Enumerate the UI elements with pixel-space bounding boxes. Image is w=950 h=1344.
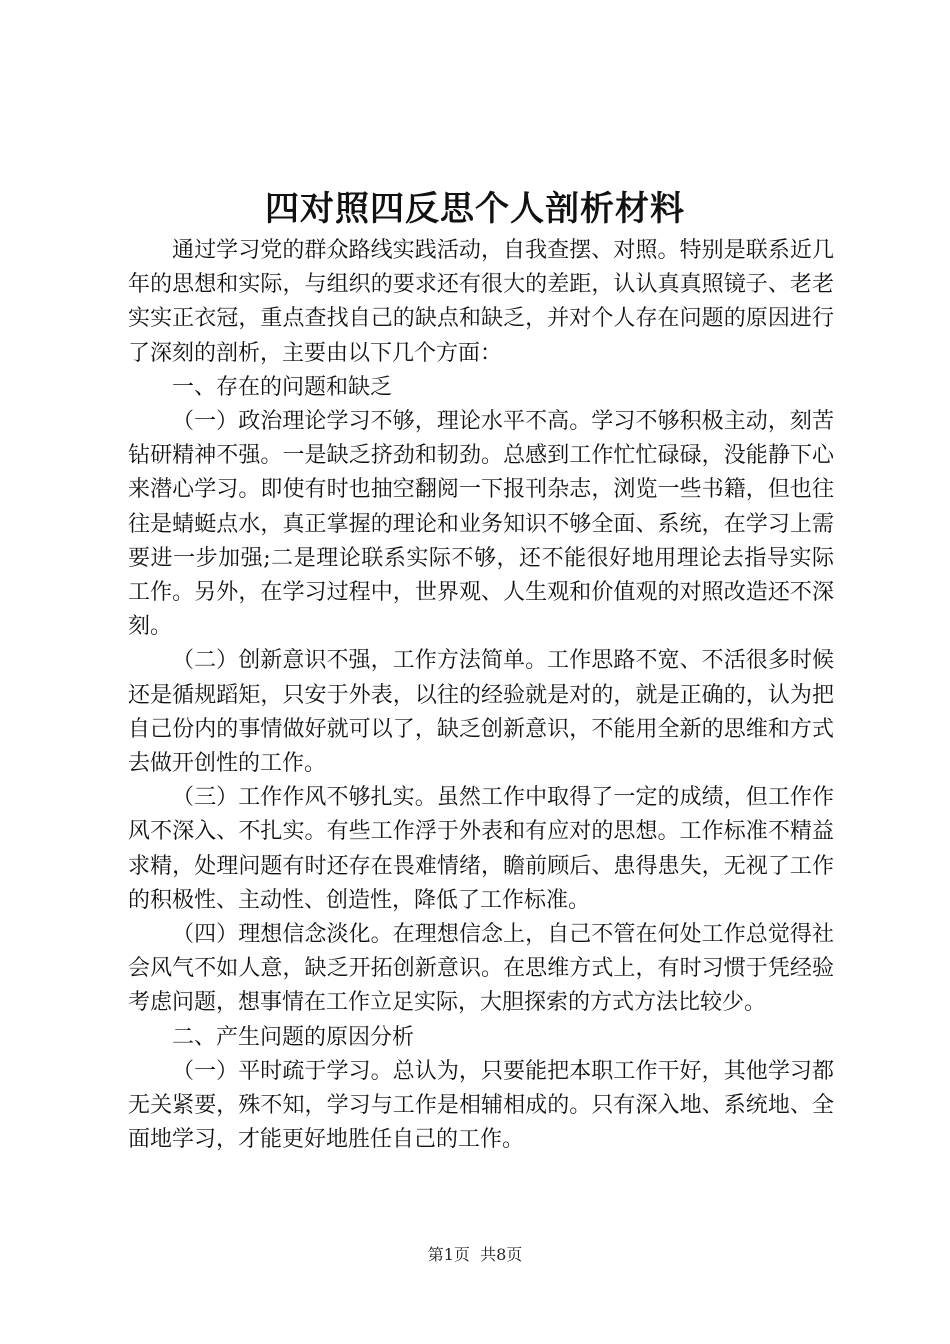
problem-paragraph-2: （二）创新意识不强，工作方法简单。工作思路不宽、不活很多时候还是循规蹈矩，只安于外表，以往的经验就是对的，就是正确的，认为把自己份内的事情做好就可以了，缺乏创新意识，不能用全新的思维和方式去做开创性的工作。 xyxy=(128,648,834,777)
problem-paragraph-1: （一）政治理论学习不够，理论水平不高。学习不够积极主动，刻苦钻研精神不强。一是缺乏挤劲和韧劲。总感到工作忙忙碌碌，没能静下心来潜心学习。即使有时也抽空翻阅一下报刊杂志，浏览一些书籍，但也往往是蜻蜓点水，真正掌握的理论和业务知识不够全面、系统，在学习上需要进一步加强;二是理论联系实际不够，还不能很好地用理论去指导实际工作。另外，在学习过程中，世界观、人生观和价值观的对照改造还不深刻。 xyxy=(128,409,834,640)
section-heading-problems: 一、存在的问题和缺乏 xyxy=(172,374,393,400)
problem-paragraph-4: （四）理想信念淡化。在理想信念上，自己不管在何处工作总觉得社会风气不如人意，缺乏开拓创新意识。在思维方式上，有时习惯于凭经验考虑问题，想事情在工作立足实际，大胆探索的方式方法比较少。 xyxy=(128,922,834,1016)
document-title: 四对照四反思个人剖析材料 xyxy=(265,189,685,229)
intro-paragraph: 通过学习党的群众路线实践活动，自我查摆、对照。特别是联系近几年的思想和实际，与组织的要求还有很大的差距，认认真真照镜子、老老实实正衣冠，重点查找自己的缺点和缺乏，并对个人存在问题的原因进行了深刻的剖析，主要由以下几个方面： xyxy=(128,238,834,366)
problem-paragraph-3: （三）工作作风不够扎实。虽然工作中取得了一定的成绩，但工作作风不深入、不扎实。有些工作浮于外表和有应对的思想。工作标准不精益求精，处理问题有时还存在畏难情绪，瞻前顾后、患得患失，无视了工作的积极性、主动性、创造性，降低了工作标准。 xyxy=(128,785,834,913)
document-body xyxy=(128,234,834,1157)
cause-paragraph-1: （一）平时疏于学习。总认为，只要能把本职工作干好，其他学习都无关紧要，殊不知，学习与工作是相辅相成的。只有深入地、系统地、全面地学习，才能更好地胜任自己的工作。 xyxy=(128,1058,834,1153)
page-number-footer: 第1页 共8页 xyxy=(427,1245,523,1264)
section-heading-causes: 二、产生问题的原因分析 xyxy=(172,1024,415,1050)
